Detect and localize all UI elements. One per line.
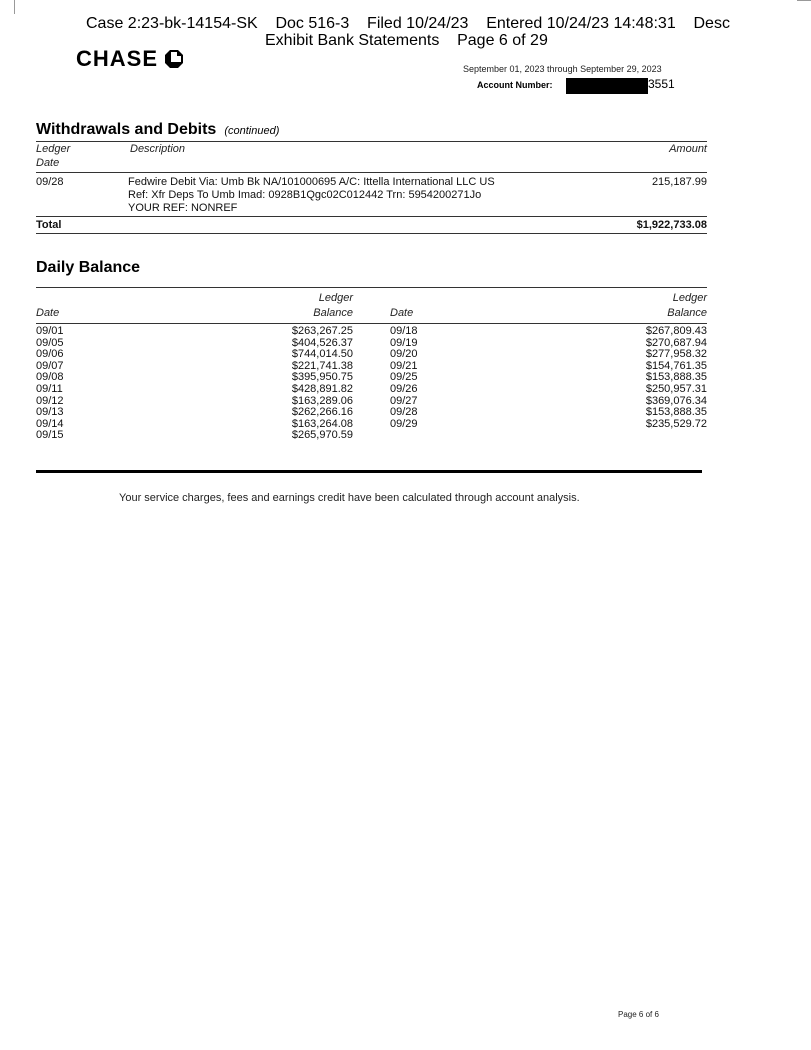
case-header-line1: Case 2:23-bk-14154-SK Doc 516-3 Filed 10/24/23 Entered 10/24/23 14:48:31 Desc: [86, 15, 730, 32]
daily-balance-row: [0, 349, 811, 360]
balance-amount: $369,076.34: [645, 394, 707, 407]
daily-balance-row: [0, 361, 811, 372]
withdrawals-continued: (continued): [224, 125, 280, 137]
description-line: Ref: Xfr Deps To Umb Imad: 0928B1Qgc02C012442 Trn: 5954200271Jo: [128, 189, 482, 201]
daily-balance-title: Daily Balance: [36, 259, 141, 276]
daily-balance-row: [0, 407, 811, 418]
account-number-last-digits: 3551: [648, 77, 675, 91]
balance-amount: $277,958.32: [645, 348, 707, 361]
daily-balance-row: [0, 384, 811, 395]
withdrawals-total-label: Total: [36, 219, 62, 231]
withdrawals-title: [36, 121, 279, 139]
balance-date: 09/28: [390, 406, 418, 419]
withdrawal-row-amount: 215,187.99: [651, 176, 707, 188]
balance-amount: $270,687.94: [645, 336, 707, 349]
balance-amount: $163,289.06: [291, 394, 353, 407]
withdrawals-header-amount: Amount: [669, 143, 707, 155]
withdrawals-header-rule: [36, 172, 707, 173]
daily-balance-row: [0, 326, 811, 337]
daily-balance-header-rule: [36, 323, 707, 324]
balance-date: 09/14: [36, 417, 64, 430]
withdrawals-total-amount: $1,922,733.08: [636, 219, 707, 231]
balance-amount: $153,888.35: [645, 406, 707, 419]
balance-date: 09/08: [36, 371, 64, 384]
withdrawals-header-description: Description: [130, 143, 186, 155]
account-number-redaction: [566, 78, 648, 94]
balance-date: 09/29: [390, 417, 418, 430]
balance-date: 09/06: [36, 348, 64, 361]
withdrawal-row-description: [128, 176, 608, 215]
balance-date: 09/21: [390, 359, 418, 372]
balance-amount: $163,264.08: [291, 417, 353, 430]
footer-page-number: Page 6 of 6: [618, 1010, 659, 1019]
balance-date: 09/18: [390, 325, 418, 337]
withdrawals-header-ledger: Ledger: [36, 143, 71, 155]
balance-amount: $153,888.35: [645, 371, 707, 384]
account-number-label: Account Number:: [477, 80, 553, 90]
balance-date: 09/07: [36, 359, 64, 372]
daily-balance-header-ledger-right: Ledger: [672, 292, 707, 304]
description-line: Fedwire Debit Via: Umb Bk NA/101000695 A/C: Ittella International LLC US: [128, 176, 495, 188]
balance-amount: $154,761.35: [645, 359, 707, 372]
balance-date: 09/15: [36, 429, 64, 442]
chase-logo: [76, 46, 184, 72]
daily-balance-row: [0, 396, 811, 407]
balance-amount: $235,529.72: [645, 417, 707, 430]
daily-balance-table: [0, 326, 811, 456]
balance-amount: $404,526.37: [291, 336, 353, 349]
balance-amount: $744,014.50: [291, 348, 353, 361]
daily-balance-header-ledger-left: Ledger: [318, 292, 353, 304]
balance-date: 09/13: [36, 406, 64, 419]
daily-balance-row: [0, 430, 811, 441]
balance-date: 09/05: [36, 336, 64, 349]
withdrawals-header-date: Date: [36, 157, 60, 169]
statement-period: September 01, 2023 through September 29, 2023: [463, 64, 662, 74]
page-corner-mark-right: [797, 0, 811, 2]
balance-amount: $262,266.16: [291, 406, 353, 419]
withdrawals-total-rule: [36, 216, 707, 217]
withdrawals-top-rule: [36, 141, 707, 142]
page-corner-mark: [0, 0, 15, 14]
daily-balance-row: [0, 372, 811, 383]
daily-balance-header-date-left: Date: [36, 307, 60, 319]
withdrawal-row-date: 09/28: [36, 176, 64, 188]
balance-amount: $250,957.31: [645, 383, 707, 395]
balance-amount: $267,809.43: [645, 325, 707, 337]
case-header-line2: Exhibit Bank Statements Page 6 of 29: [265, 32, 548, 49]
balance-date: 09/26: [390, 383, 418, 395]
daily-balance-top-rule: [36, 287, 707, 288]
section-divider: [36, 470, 702, 473]
balance-date: 09/11: [36, 383, 63, 395]
balance-amount: $221,741.38: [291, 359, 353, 372]
daily-balance-header-balance-left: Balance: [313, 307, 353, 319]
balance-date: 09/25: [390, 371, 418, 384]
account-analysis-note: Your service charges, fees and earnings credit have been calculated through account analysis.: [119, 492, 580, 504]
withdrawals-title-text: Withdrawals and Debits: [36, 121, 217, 138]
daily-balance-row: [0, 419, 811, 430]
daily-balance-row: [0, 338, 811, 349]
daily-balance-header-balance-right: Balance: [667, 307, 707, 319]
description-line: YOUR REF: NONREF: [128, 202, 238, 214]
balance-amount: $263,267.25: [291, 325, 353, 337]
balance-amount: $395,950.75: [291, 371, 353, 384]
balance-date: 09/19: [390, 336, 418, 349]
balance-amount: $265,970.59: [291, 429, 353, 442]
withdrawals-bottom-rule: [36, 233, 707, 234]
daily-balance-header-date-right: Date: [390, 307, 414, 319]
balance-date: 09/12: [36, 394, 64, 407]
balance-date: 09/27: [390, 394, 418, 407]
balance-date: 09/01: [36, 325, 64, 337]
balance-date: 09/20: [390, 348, 418, 361]
bank-name: CHASE: [76, 46, 159, 71]
balance-amount: $428,891.82: [291, 383, 353, 395]
chase-octagon-icon: [164, 49, 184, 69]
